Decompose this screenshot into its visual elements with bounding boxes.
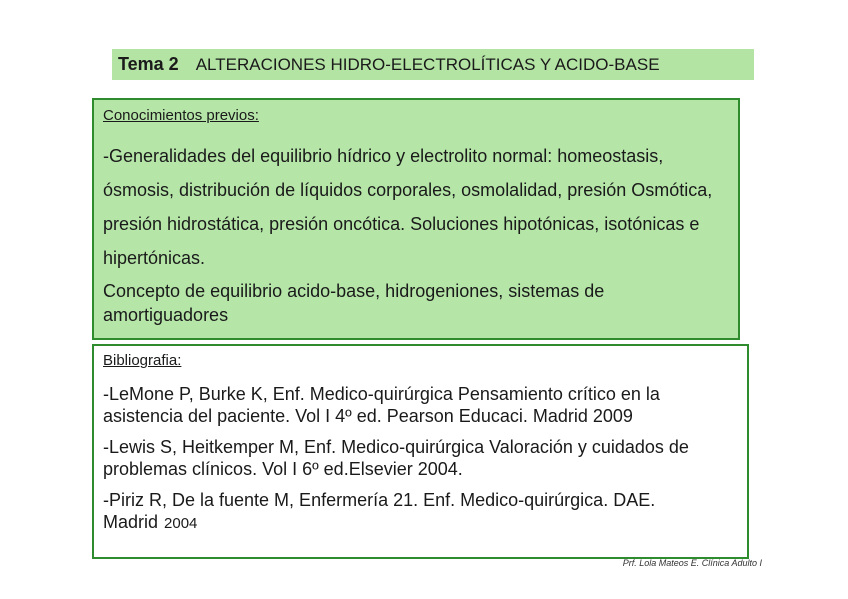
topic-number: Tema 2	[118, 54, 179, 74]
bibliography-entry-year: 2004	[164, 515, 198, 532]
topic-title: ALTERACIONES HIDRO-ELECTROLÍTICAS Y ACIDO-BASE	[195, 54, 660, 74]
footer-credit: Prf. Lola Mateos E. Clínica Adulto I	[622, 558, 762, 568]
prior-knowledge-paragraph: Concepto de equilibrio acido-base, hidrogeniones, sistemas de amortiguadores	[103, 281, 605, 325]
bibliography-heading: Bibliografia:	[103, 352, 182, 369]
bibliography-entry: -LeMone P, Burke K, Enf. Medico-quirúrgica Pensamiento crítico en la asistencia del paciente. Vol I 4º ed. Pearson Educaci. Madrid 2009	[103, 384, 660, 426]
bibliography-box	[92, 344, 749, 559]
bibliography-entry: -Lewis S, Heitkemper M, Enf. Medico-quirúrgica Valoración y cuidados de problemas clínicos. Vol I 6º ed.Elsevier 2004.	[103, 437, 689, 479]
bibliography-entry-text: -Piriz R, De la fuente M, Enfermería 21. Enf. Medico-quirúrgica. DAE. Madrid	[103, 490, 656, 532]
prior-knowledge-paragraph: -Generalidades del equilibrio hídrico y electrolito normal: homeostasis, ósmosis, distribución de líquidos corporales, osmolalidad, presión Osmótica, presión hidrostática, presión oncótica. Soluciones hipotónicas, isotónicas e hipertónicas.	[103, 146, 713, 268]
prior-knowledge-heading: Conocimientos previos:	[103, 107, 259, 124]
prior-knowledge-box	[92, 98, 740, 340]
bibliography-entry	[103, 489, 739, 535]
slide-title-bar	[112, 49, 754, 80]
